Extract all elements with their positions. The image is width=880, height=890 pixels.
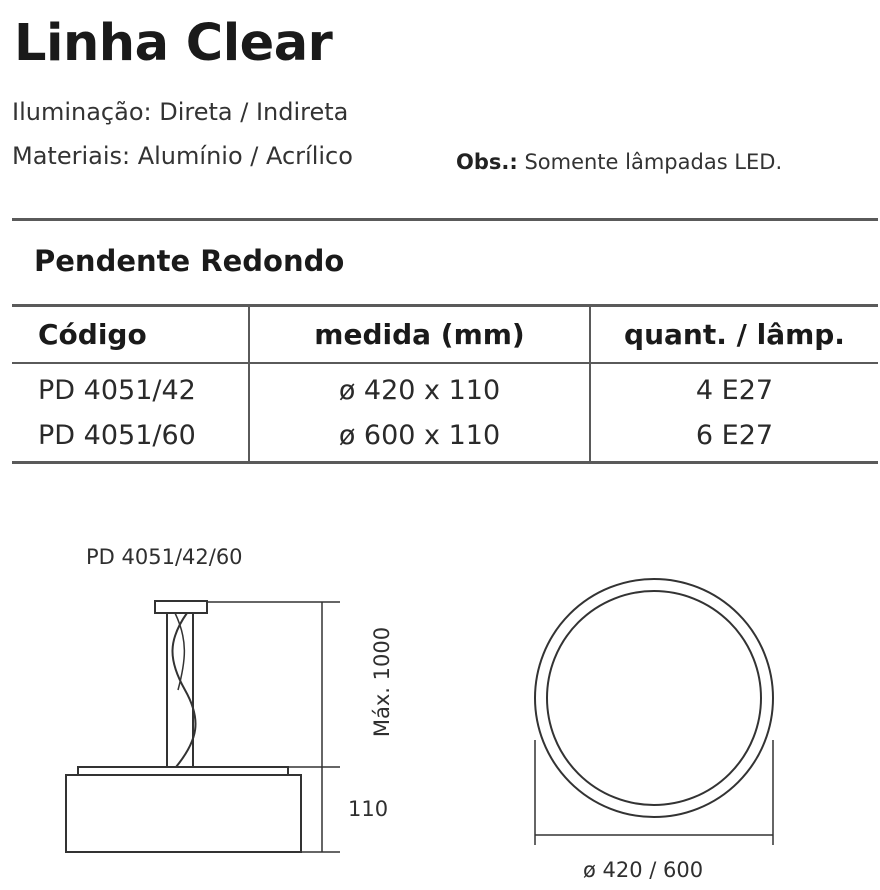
pendant-body [66,775,301,852]
diameter-label: ø 420 / 600 [583,858,704,882]
cell-size: ø 420 x 110 [338,375,501,406]
column-header-lamps: quant. / lâmp. [624,318,845,351]
ring-outer [535,579,773,817]
obs-text: Somente lâmpadas LED. [517,150,783,174]
side-view-label: PD 4051/42/60 [86,545,243,569]
cell-code: PD 4051/60 [38,420,196,451]
body-height-label: 110 [348,797,389,821]
section-title: Pendente Redondo [34,244,345,278]
column-header-size: medida (mm) [314,318,525,351]
cell-lamps: 4 E27 [695,375,774,406]
cell-code: PD 4051/42 [38,375,196,406]
ring-inner [547,591,761,805]
illumination-text: Iluminação: Direta / Indireta [12,98,349,126]
canopy-shape [155,601,207,613]
materials-text: Materiais: Alumínio / Acrílico [12,142,353,170]
lid-shape [78,767,288,775]
cell-lamps: 6 E27 [695,420,774,451]
cell-size: ø 600 x 110 [338,420,501,451]
column-header-code: Código [38,318,147,351]
max-height-label: Máx. 1000 [370,626,394,738]
page-title: Linha Clear [14,14,333,73]
obs-label: Obs.: [456,150,518,174]
